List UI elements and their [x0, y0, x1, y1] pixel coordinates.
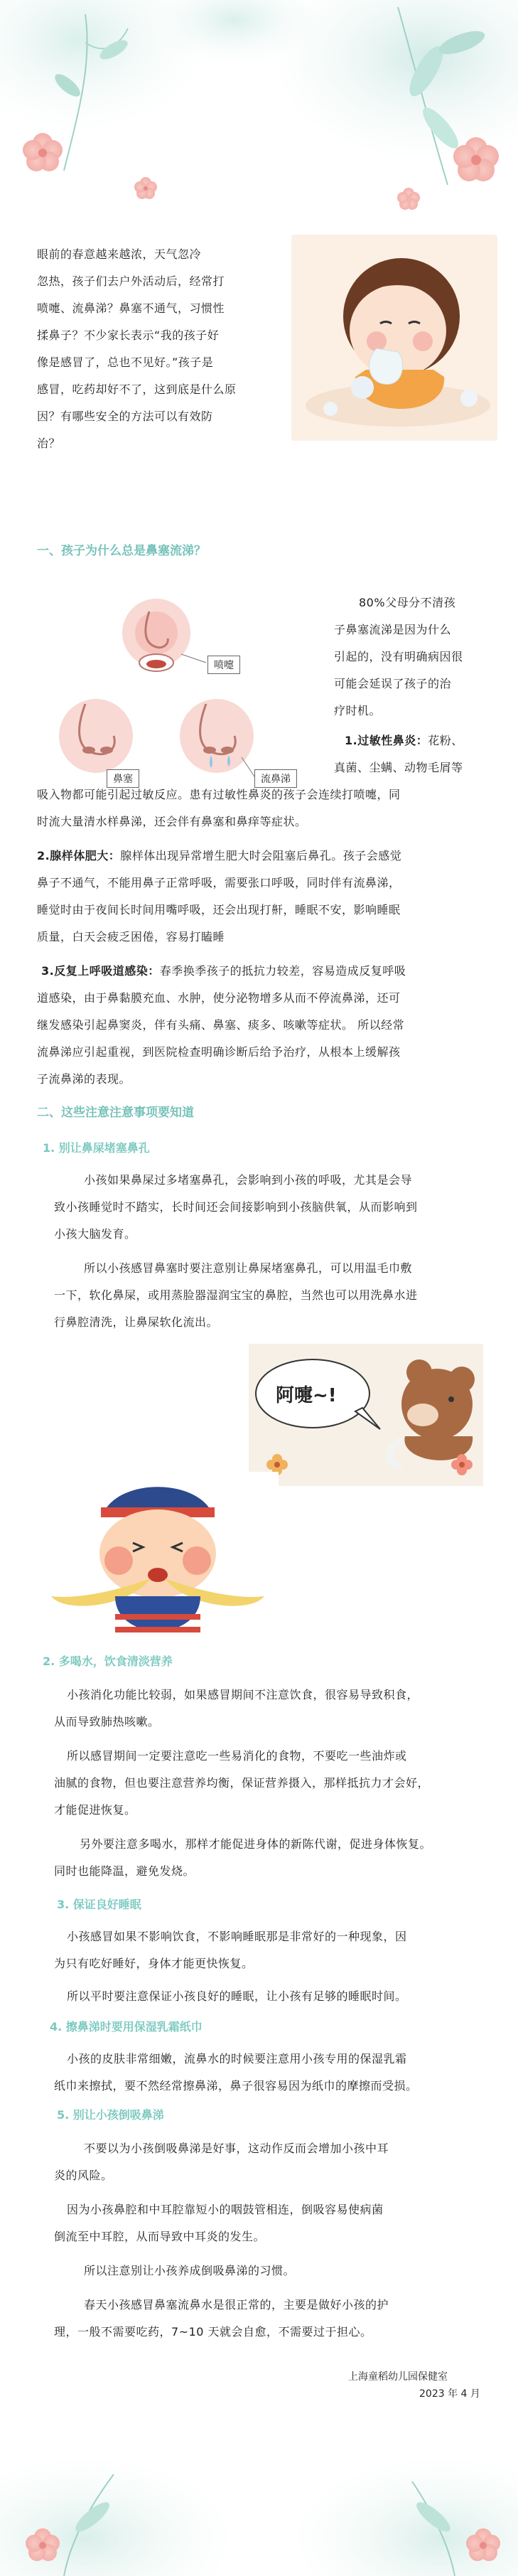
infection-first: 春季换季孩子的抵抗力较差，容易造成反复呼吸 [159, 964, 406, 978]
child-tissue-illustration [291, 235, 497, 441]
item5-line: 所以注意别让小孩养成倒吸鼻涕的习惯。 [84, 2264, 296, 2277]
item1-line: 一下，软化鼻屎，或用蒸脸器湿润宝宝的鼻腔，当然也可以用洗鼻水进 [54, 1288, 418, 1302]
infection-line: 继发感染引起鼻窦炎，伴有头痛、鼻塞、痰多、咳嗽等症状。 所以经常 [37, 1018, 405, 1032]
side-line: 80%父母分不清孩 [359, 596, 456, 609]
intro-line: 感冒，吃药却好不了，这到底是什么原 [37, 383, 237, 396]
item2-title: 2. 多喝水，饮食清淡营养 [43, 1655, 173, 1668]
allergic-line: 吸入物都可能引起过敏反应。患有过敏性鼻炎的孩子会连续打喷嚏，同 [37, 788, 401, 801]
item5-line: 因为小孩鼻腔和中耳腔靠短小的咽鼓管相连，倒吸容易使病菌 [67, 2203, 384, 2216]
item2-line: 才能促进恢复。 [54, 1803, 136, 1817]
intro-line: 揉鼻子？不少家长表示“我的孩子好 [37, 328, 220, 342]
infection-line: 道感染，由于鼻黏膜充血、水肿，使分泌物增多从而不停流鼻涕，还可 [37, 991, 401, 1005]
side-line: 引起的，没有明确病因很 [334, 650, 463, 663]
infection-line: 流鼻涕应引起重视，到医院检查明确诊断后给予治疗，从根本上缓解孩 [37, 1045, 401, 1059]
item1-line: 行鼻腔清洗，让鼻屎软化流出。 [54, 1315, 219, 1329]
footer-banner [0, 2417, 518, 2576]
adenoid-title: 2.腺样体肥大： [37, 849, 121, 862]
item1-title: 1. 别让鼻屎堵塞鼻孔 [43, 1141, 150, 1155]
adenoid-heading-line [37, 843, 401, 869]
footer-org: 上海童稻幼儿园保健室 [348, 2371, 448, 2383]
intro-line: 因？有哪些安全的方法可以有效防 [37, 410, 213, 423]
label-sneeze: 喷嚏 [207, 656, 240, 674]
label-runny-nose: 流鼻涕 [254, 769, 297, 788]
item3-title: 3. 保证良好睡眠 [57, 1898, 141, 1911]
side-line: 子鼻塞流涕是因为什么 [334, 623, 452, 636]
intro-line: 治？ [37, 437, 61, 450]
item5-line: 倒流至中耳腔，从而导致中耳炎的发生。 [54, 2230, 266, 2243]
item5-line: 炎的风险。 [54, 2169, 113, 2182]
item5-line: 春天小孩感冒鼻塞流鼻水是很正常的，主要是做好小孩的护 [84, 2298, 389, 2312]
item2-line: 从而导致肺热咳嗽。 [54, 1715, 160, 1728]
item4-line: 小孩的皮肤非常细嫩，流鼻水的时候要注意用小孩专用的保湿乳霜 [67, 2052, 407, 2065]
adenoid-line: 睡觉时由于夜间长时间用嘴呼吸，还会出现打鼾，睡眠不安，影响睡眠 [37, 903, 401, 916]
intro-line: 喷嚏、流鼻涕？鼻塞不通气，习惯性 [37, 301, 225, 315]
item3-line: 所以平时要注意保证小孩良好的睡眠，让小孩有足够的睡眠时间。 [67, 1989, 407, 2003]
item4-line: 纸巾来擦拭，要不然经常擦鼻涕，鼻子很容易因为纸巾的摩擦而受损。 [54, 2079, 418, 2093]
section1-heading: 一、孩子为什么总是鼻塞流涕？ [37, 544, 206, 558]
allergic-title: 1.过敏性鼻炎： [345, 734, 428, 747]
adenoid-line: 鼻子不通气，不能用鼻子正常呼吸，需要张口呼吸，同时伴有流鼻涕， [37, 876, 401, 889]
allergic-heading-line [345, 728, 463, 754]
item5-line: 不要以为小孩倒吸鼻涕是好事，这动作反而会增加小孩中耳 [84, 2142, 389, 2155]
item3-line: 为只有吃好睡好，身体才能更快恢复。 [54, 1957, 254, 1970]
item2-line: 同时也能降温，避免发烧。 [54, 1864, 195, 1878]
intro-line: 像是感冒了，总也不见好。”孩子是 [37, 356, 214, 369]
allergic-line: 时流大量清水样鼻涕，还会伴有鼻塞和鼻痒等症状。 [37, 815, 307, 828]
sneezing-child-illustration [37, 1472, 279, 1642]
allergic-first: 花粉、 [428, 734, 463, 747]
footer-date: 2023 年 4 月 [419, 2388, 480, 2400]
item2-line: 所以感冒期间一定要注意吃一些易消化的食物，不要吃一些油炸或 [67, 1749, 407, 1763]
item5-title: 5. 别让小孩倒吸鼻涕 [57, 2108, 164, 2122]
item2-line: 油腻的食物，但也要注意营养均衡，保证营养摄入，那样抵抗力才会好， [54, 1776, 430, 1790]
infection-line: 子流鼻涕的表现。 [37, 1072, 131, 1086]
intro-line: 眼前的春意越来越浓，天气忽冷 [37, 247, 202, 261]
item1-line: 致小孩睡觉时不踏实，长时间还会间接影响到小孩脑供氧，从而影响到 [54, 1200, 418, 1214]
header-banner [0, 0, 518, 213]
sneezing-bear-illustration [249, 1344, 483, 1486]
item2-line: 另外要注意多喝水，那样才能促进身体的新陈代谢，促进身体恢复。 [80, 1837, 432, 1851]
item4-title: 4. 擦鼻涕时要用保湿乳霜纸巾 [50, 2020, 203, 2033]
adenoid-line: 质量，白天会疲乏困倦，容易打瞌睡 [37, 930, 225, 944]
item5-line: 理，一般不需要吃药，7~10 天就会自愈，不需要过于担心。 [54, 2325, 372, 2339]
item2-line: 小孩消化功能比较弱，如果感冒期间不注意饮食，很容易导致积食， [67, 1688, 419, 1701]
adenoid-first: 腺样体出现异常增生肥大时会阻塞后鼻孔。孩子会感觉 [120, 849, 402, 862]
side-line: 疗时机。 [334, 704, 382, 717]
section2-heading: 二、这些注意注意事项要知道 [37, 1106, 194, 1120]
allergic-line: 真菌、尘螨、动物毛屑等 [334, 761, 463, 774]
side-line: 可能会延误了孩子的治 [334, 677, 452, 690]
item1-line: 小孩大脑发育。 [54, 1227, 136, 1241]
intro-line: 忽热，孩子们去户外活动后，经常打 [37, 274, 225, 288]
item1-line: 所以小孩感冒鼻塞时要注意别让鼻屎堵塞鼻孔，可以用温毛巾敷 [84, 1261, 413, 1275]
infection-title: 3.反复上呼吸道感染： [41, 964, 160, 978]
item3-line: 小孩感冒如果不影响饮食，不影响睡眠那是非常好的一种现象，因 [67, 1930, 407, 1943]
label-congestion: 鼻塞 [107, 769, 139, 788]
infection-heading-line [41, 958, 406, 984]
sneeze-bubble-text: 阿嚏~! [276, 1385, 337, 1406]
nose-symptoms-diagram [43, 583, 320, 796]
item1-line: 小孩如果鼻屎过多堵塞鼻孔，会影响到小孩的呼吸，尤其是会导 [84, 1173, 413, 1187]
